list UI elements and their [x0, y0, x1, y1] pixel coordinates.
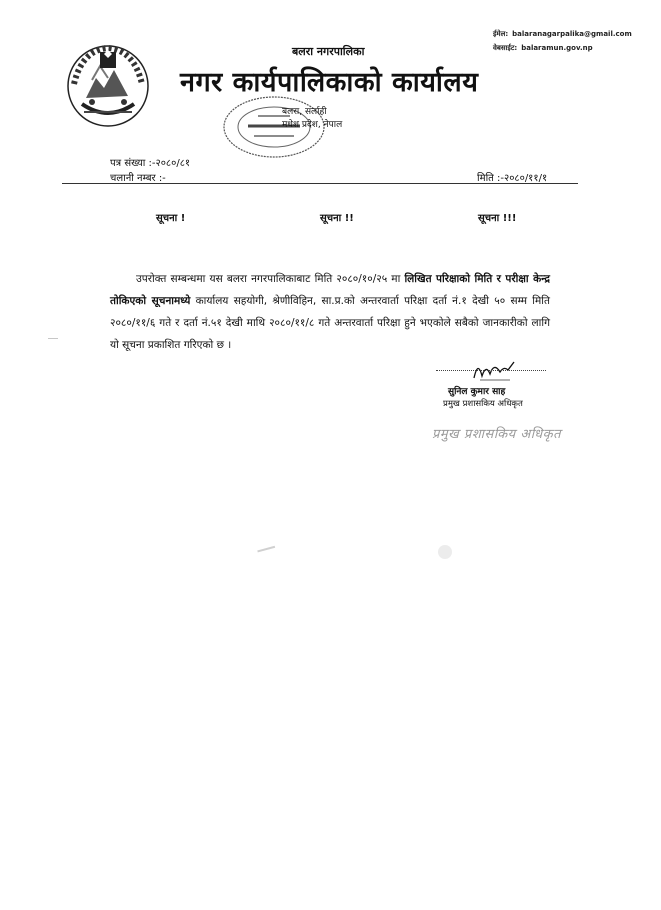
letter-number: पत्र संख्या :-२०८०/८१: [110, 158, 191, 169]
designation-stamp: प्रमुख प्रशासकिय अधिकृत: [432, 427, 562, 442]
body-text-part-1: उपरोक्त सम्बन्धमा यस बलरा नगरपालिकाबाट मिति २०८०/१०/२५ मा: [136, 273, 405, 285]
notice-heading-2: सूचना !!: [320, 213, 354, 224]
website-label: वेबसाईट:: [493, 44, 518, 52]
email-value: balaranagarpalika@gmail.com: [512, 30, 632, 38]
municipality-name: बलरा नगरपालिका: [292, 45, 365, 58]
notice-heading-1: सूचना !: [156, 213, 186, 224]
scan-mark: [257, 546, 276, 558]
signatory-title: प्रमुख प्रशासकिय अधिकृत: [443, 399, 523, 409]
email-label: ईमेल:: [493, 30, 509, 38]
nepal-emblem-icon: [62, 40, 154, 128]
website-value: balaramun.gov.np: [521, 44, 593, 52]
body-text-part-2: कार्यालय सहयोगी, श्रेणीविहिन, सा.प्र.को अन्तरवार्ता परिक्षा दर्ता नं.१ देखी ५० सम्म मिति २०८०/११/६ गते र दर्ता नं.५१ देखी माथि २०८०/११/८ गते अन्तरवार्ता परिक्षा हुने भएकोले सबैको जानकारीको लागि यो सूचना प्रकाशित गरिएको छ ।: [110, 295, 550, 351]
signature-line: [436, 370, 546, 371]
signatory-name: सुनिल कुमार साह: [448, 387, 506, 397]
punch-mark: [48, 338, 58, 339]
notice-heading-3: सूचना !!!: [478, 213, 517, 224]
dispatch-number: चलानी नम्बर :-: [110, 173, 166, 184]
header-divider: [62, 183, 578, 184]
province-line: मधेश प्रदेश, नेपाल: [282, 120, 343, 130]
letter-date: मिति :-२०८०/११/१: [477, 173, 548, 184]
office-title: नगर कार्यपालिकाको कार्यालय: [180, 67, 479, 98]
scan-smudge: [438, 545, 452, 559]
address-line: बलरा, सर्लाही: [282, 107, 327, 117]
notice-body: [110, 268, 550, 356]
email-line: [493, 30, 632, 39]
website-line: [493, 44, 593, 53]
handwritten-signature: [470, 358, 520, 386]
body-text-bold: लिखित परिक्षाको मिति र परीक्षा केन्द्र तोकिएको सूचनामध्ये: [110, 273, 550, 307]
